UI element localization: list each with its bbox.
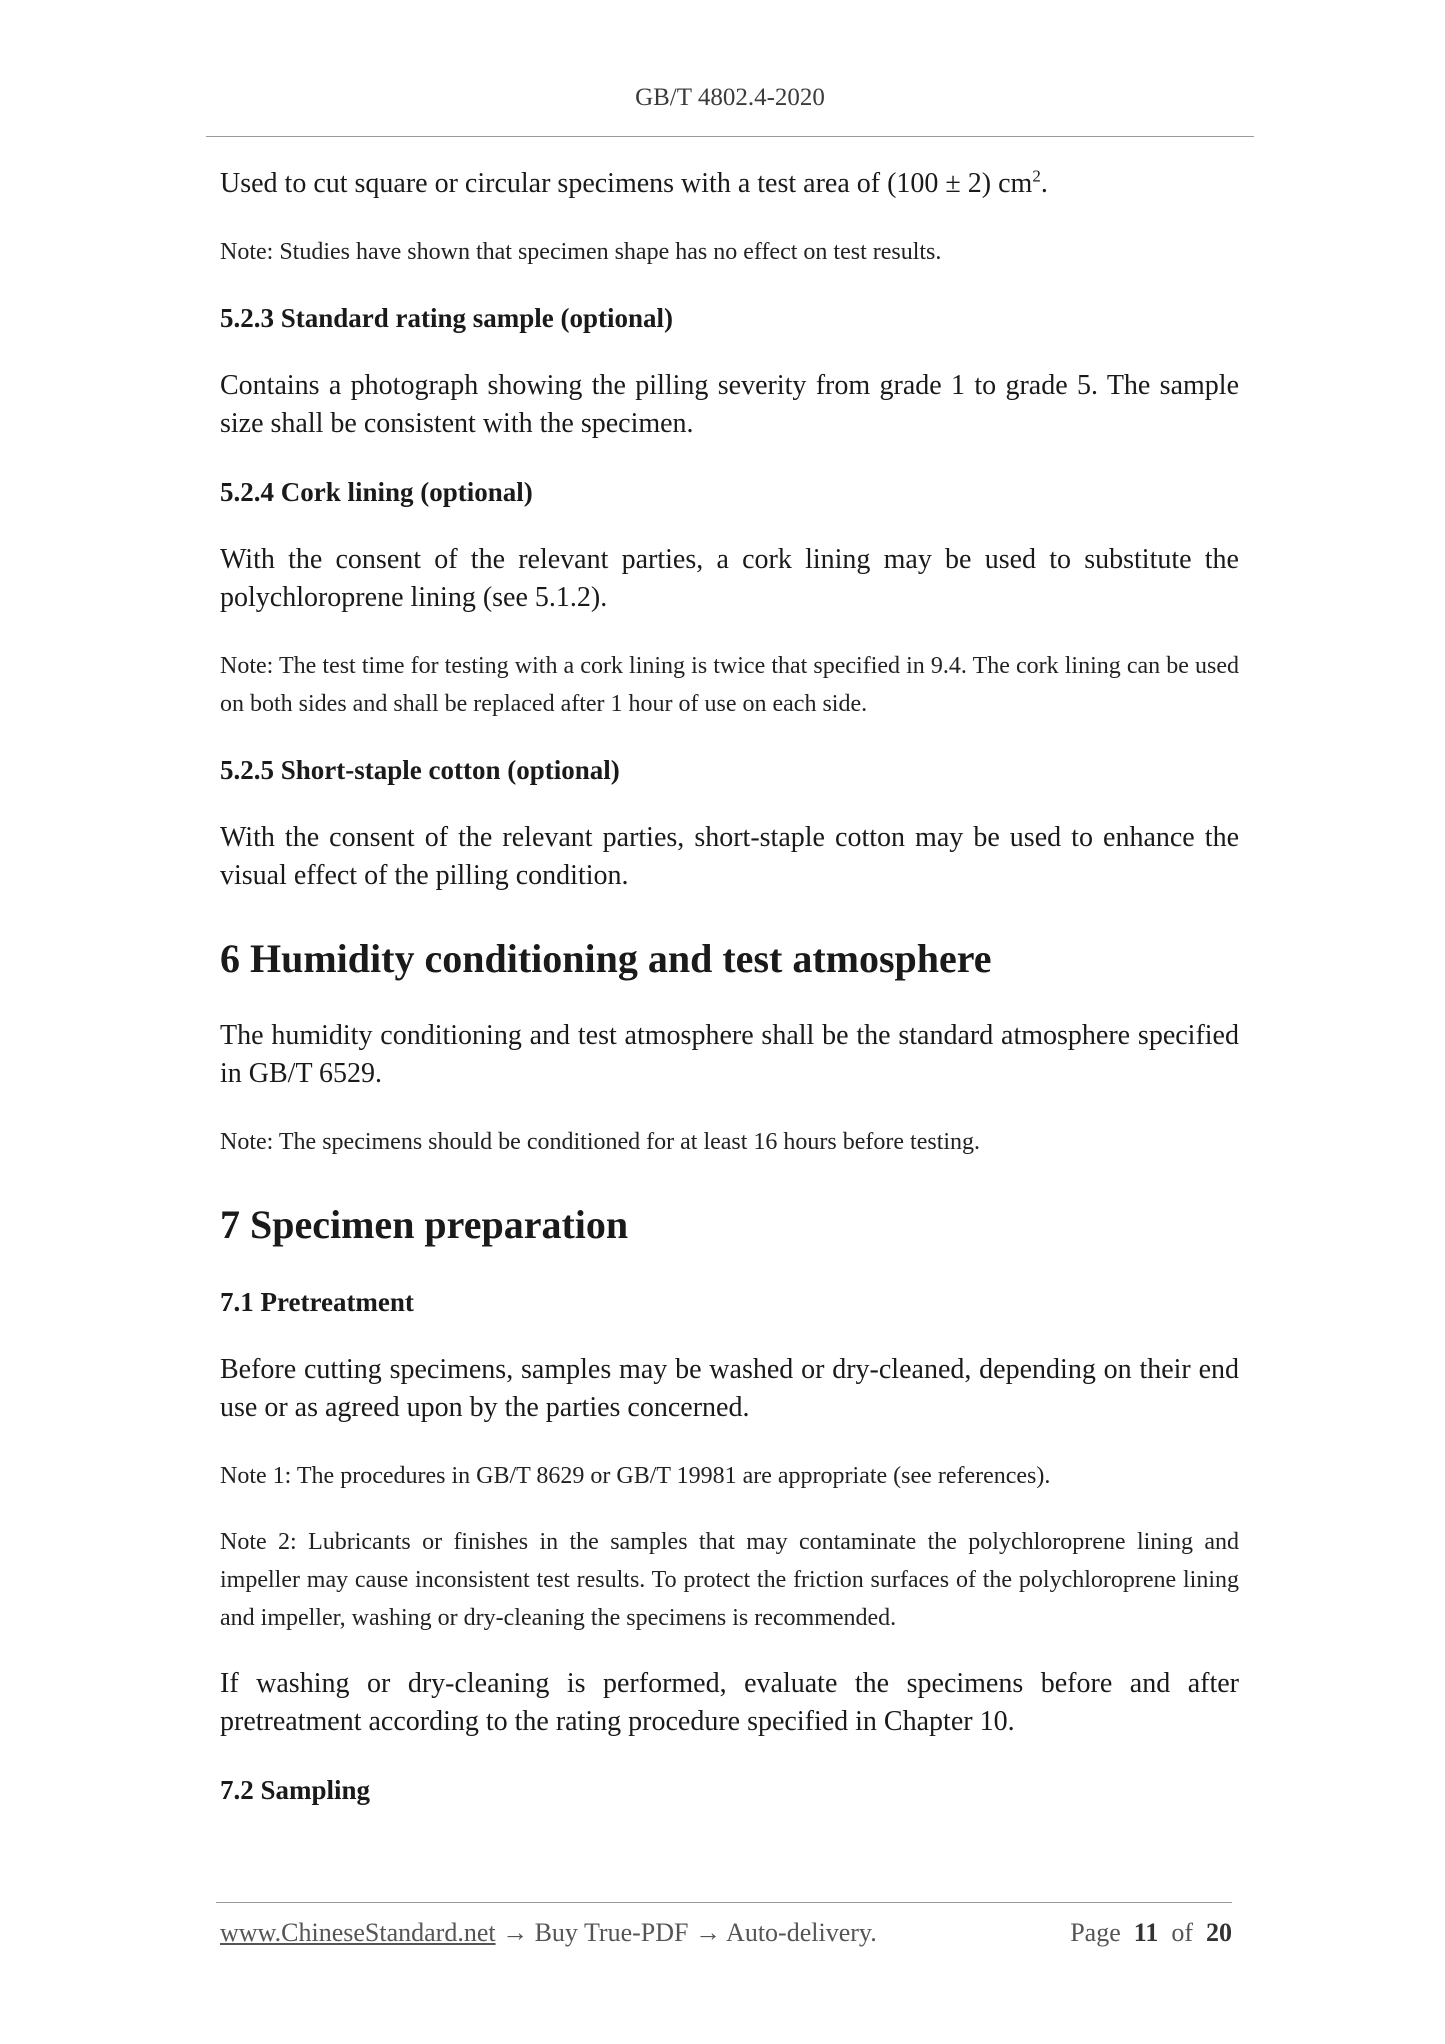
footer-promo-text: → Buy True-PDF → Auto-delivery. xyxy=(495,1918,877,1947)
note-specimen-shape: Note: Studies have shown that specimen shape has no effect on test results. xyxy=(220,239,942,265)
page-of: of xyxy=(1171,1918,1193,1947)
paragraph-7-1-pretreatment: If washing or dry-cleaning is performed, evaluate the specimens before and after pretreatment according to the rating procedure specified in Chapter 10. xyxy=(220,1668,1239,1737)
heading-5-2-4: 5.2.4 Cork lining (optional) xyxy=(220,477,533,507)
heading-7-2: 7.2 Sampling xyxy=(220,1775,371,1805)
note-1-7-1: Note 1: The procedures in GB/T 8629 or GB/T 19981 are appropriate (see references). xyxy=(220,1463,1051,1489)
page-total: 20 xyxy=(1206,1918,1232,1947)
paragraph-5-2-4: With the consent of the relevant parties, a cork lining may be used to substitute the polychloroprene lining (see 5.1.2). xyxy=(220,544,1239,613)
page-header: GB/T 4802.4-2020 xyxy=(635,84,825,111)
paragraph-cutter-text: Used to cut square or circular specimens with a test area of (100 ± 2) cm xyxy=(220,168,1033,199)
heading-7-1: 7.1 Pretreatment xyxy=(220,1287,414,1317)
paragraph-7-1: Before cutting specimens, samples may be washed or dry-cleaned, depending on their end use or as agreed upon by the parties concerned. xyxy=(220,1354,1239,1423)
footer-divider xyxy=(216,1902,1232,1903)
page-content xyxy=(220,165,1239,1839)
note-5-2-4: Note: The test time for testing with a cork lining is twice that specified in 9.4. The cork lining can be used on both sides and shall be replaced after 1 hour of use on each side. xyxy=(220,653,1239,717)
heading-section-6: 6 Humidity conditioning and test atmosphere xyxy=(220,936,992,981)
note-section-6: Note: The specimens should be conditioned for at least 16 hours before testing. xyxy=(220,1129,981,1155)
website-link[interactable]: www.ChineseStandard.net xyxy=(220,1918,496,1947)
page-footer xyxy=(220,1918,1232,1958)
page-current: 11 xyxy=(1133,1918,1159,1947)
paragraph-section-6: The humidity conditioning and test atmosphere shall be the standard atmosphere specified in GB/T 6529. xyxy=(220,1020,1239,1089)
paragraph-cutter xyxy=(220,165,1239,203)
page-number xyxy=(1070,1918,1232,1948)
paragraph-5-2-3: Contains a photograph showing the pilling severity from grade 1 to grade 5. The sample size shall be consistent with the specimen. xyxy=(220,370,1239,439)
page-label: Page xyxy=(1070,1918,1121,1947)
note-2-7-1: Note 2: Lubricants or finishes in the samples that may contaminate the polychloroprene lining and impeller may cause inconsistent test results. To protect the friction surfaces of the polychloroprene lining and impeller, washing or dry-cleaning the specimens is recommended. xyxy=(220,1529,1239,1631)
paragraph-5-2-5: With the consent of the relevant parties, short-staple cotton may be used to enhance the visual effect of the pilling condition. xyxy=(220,822,1239,891)
heading-5-2-5: 5.2.5 Short-staple cotton (optional) xyxy=(220,755,620,785)
header-divider xyxy=(206,136,1254,137)
heading-5-2-3: 5.2.3 Standard rating sample (optional) xyxy=(220,303,674,333)
paragraph-cutter-end: . xyxy=(1040,168,1048,199)
superscript: 2 xyxy=(1032,166,1041,186)
heading-section-7: 7 Specimen preparation xyxy=(220,1202,629,1247)
footer-promo xyxy=(220,1918,877,1948)
